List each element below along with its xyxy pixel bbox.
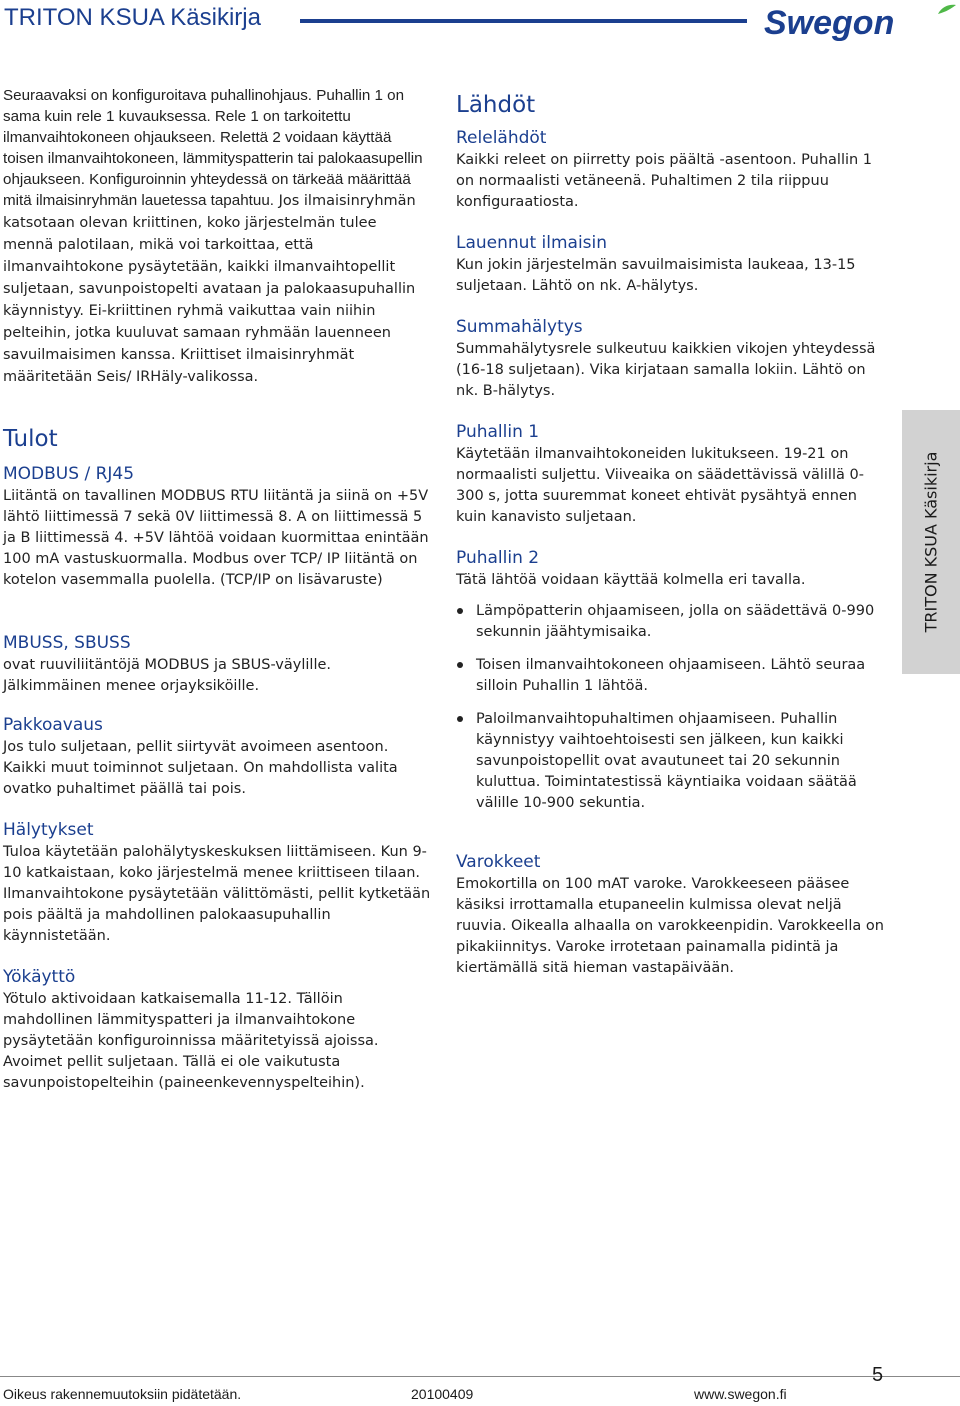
side-tab-label: TRITON KSUA Käsikirja xyxy=(921,451,941,633)
lauennut-text: Kun jokin järjestelmän savuilmaisimista laukeaa, 13-15 suljetaan. Lähtö on nk. A-hälytys. xyxy=(456,257,856,294)
varokkeet-text: Emokortilla on 100 mAT varoke. Varokkeeseen pääsee käsiksi irrottamalla etupaneelin kulmissa olevat neljä ruuvia. Oikealla alhaalla on varokkeenpidin. Varokkeella on pikakiinnitys. Varoke irrotetaan painamalla pidintä ja kiertämällä sitä hieman vastapäivään. xyxy=(456,876,884,976)
relelahdot-heading: Relelähdöt xyxy=(456,128,547,148)
puhallin1-heading: Puhallin 1 xyxy=(456,422,540,442)
modbus-text: Liitäntä on tavallinen MODBUS RTU liitäntä ja siinä on +5V lähtö liittimessä 7 sekä 0V liittimessä 8. A on liittimessä 5 ja B liittimessä 4. +5V lähtöä voidaan kuormittaa enintään 100 mA vastuskuormalla. Modbus over TCP/ IP liitäntä on kotelon vasemmalla puolella. (TCP/IP on lisävaruste) xyxy=(3,488,429,588)
summahalytys-heading: Summahälytys xyxy=(456,317,583,337)
mbuss-text: ovat ruuviliitäntöjä MODBUS ja SBUS-väylille. Jälkimmäinen menee orjayksiköille. xyxy=(3,657,331,694)
list-item: Paloilmanvaihtopuhaltimen ohjaamiseen. Puhallin käynnistyy vaihtoehtoisesti sen jälkeen, kun kaikki savunpoistopellit ovat avautuneet tai 20 sekunnin kuluttua. Toimintatestissä käyntiaika voidaan säätää välille 10-900 sekuntia. xyxy=(456,709,886,814)
header-rule xyxy=(300,19,747,23)
pakkoavaus-text: Jos tulo suljetaan, pellit siirtyvät avoimeen asentoon. Kaikki muut toiminnot suljetaan. On mahdollista valita ovatko puhaltimet päällä tai pois. xyxy=(3,739,398,797)
yokaytto-text: Yötulo aktivoidaan katkaisemalla 11-12. Tällöin mahdollinen lämmityspatteri ja ilmanvaihtokone pysäytetään konfiguroinnissa määritetyissä ajoissa. Avoimet pellit suljetaan. Tällä ei ole vaikutusta savunpoistopelteihin (paineenkevennyspelteihin). xyxy=(3,991,379,1091)
puhallin1-text: Käytetään ilmanvaihtokoneiden lukitukseen. 19-21 on normaalisti suljettu. Viiveaika on säädettävissä välillä 0-300 s, jotta suuremmat koneet ehtivät pysähtyä ennen kuin kanavisto suljetaan. xyxy=(456,446,864,525)
svg-text:Swegon: Swegon xyxy=(764,4,895,42)
list-item: Toisen ilmanvaihtokoneen ohjaamiseen. Lähtö seuraa silloin Puhallin 1 lähtöä. xyxy=(456,655,886,697)
list-item: Lämpöpatterin ohjaamiseen, jolla on säädettävä 0-990 sekunnin jäähtymisaika. xyxy=(456,601,886,643)
page-number: 5 xyxy=(872,1364,884,1386)
summahalytys-text: Summahälytysrele sulkeutuu kaikkien vikojen yhteydessä (16-18 suljetaan). Vika kirjataan samalla lokiin. Lähtö on nk. B-hälytys. xyxy=(456,341,876,399)
modbus-heading: MODBUS / RJ45 xyxy=(3,464,135,484)
halytykset-text: Tuloa käytetään palohälytyskeskuksen liittämiseen. Kun 9-10 katkaistaan, koko järjestelmä menee kriittiseen tilaan. Ilmanvaihtokone pysäytetään välittömästi, pellit kytketään pois päältä ja mahdollinen palokaasupuhallin käynnistetään. xyxy=(3,844,431,944)
yokaytto-heading: Yökäyttö xyxy=(3,967,76,987)
footer-rule xyxy=(0,1376,960,1377)
puhallin2-heading: Puhallin 2 xyxy=(456,548,540,568)
side-tab xyxy=(902,410,960,674)
intro-text-rest: Jos ilmaisinryhmän katsotaan olevan kriittinen, koko järjestelmän tulee mennä palotilaan, mikä voi tarkoittaa, että ilmanvaihtokone pysäytetään, kaikki ilmanvaihtopellit suljetaan, savunpoistopelti avataan ja palokaasupuhallin käynnistyy. Ei-kriittinen ryhmä vaikuttaa vain niihin pelteihin, jotka kuuluvat samaan ryhmään lauenneen savuilmaisimen kanssa. Kriittiset ilmaisinryhmät määritetään Seis/ IRHäly-valikossa. xyxy=(3,193,416,385)
relelahdot-text: Kaikki releet on piirretty pois päältä -asentoon. Puhallin 1 on normaalisti vetäneenä. Puhaltimen 2 tila riippuu konfiguraatiosta. xyxy=(456,152,873,210)
puhallin2-text: Tätä lähtöä voidaan käyttää kolmella eri tavalla. xyxy=(456,572,806,588)
footer-website-link[interactable]: www.swegon.fi xyxy=(694,1386,787,1402)
footer-date: 20100409 xyxy=(411,1386,474,1402)
mbuss-heading: MBUSS, SBUSS xyxy=(3,633,131,653)
swegon-logo-icon xyxy=(760,2,960,42)
lahdot-heading: Lähdöt xyxy=(456,92,536,118)
tulot-heading: Tulot xyxy=(3,426,58,452)
document-title: TRITON KSUA Käsikirja xyxy=(4,4,261,31)
right-column xyxy=(456,90,886,979)
lauennut-heading: Lauennut ilmaisin xyxy=(456,233,608,253)
varokkeet-heading: Varokkeet xyxy=(456,852,541,872)
left-column xyxy=(3,85,431,1094)
pakkoavaus-heading: Pakkoavaus xyxy=(3,715,103,735)
puhallin2-bullet-list xyxy=(456,601,886,814)
intro-text-light: Seuraavaksi on konfiguroitava puhallinohjaus. Puhallin 1 on sama kuin rele 1 kuvauksessa. Rele 1 on tarkoitettu ilmanvaihtokoneen ohjaukseen. Relettä 2 voidaan käyttää toisen ilmanvaihtokoneen, lämmityspatterin tai palokaasupellin ohjaukseen. Konfiguroinnin yhteydessä on tärkeää määrittää mitä ilmaisinryhmän lauetessa tapahtuu. xyxy=(3,87,423,209)
intro-paragraph xyxy=(3,85,431,388)
footer-disclaimer: Oikeus rakennemuutoksiin pidätetään. xyxy=(3,1386,242,1402)
halytykset-heading: Hälytykset xyxy=(3,820,94,840)
